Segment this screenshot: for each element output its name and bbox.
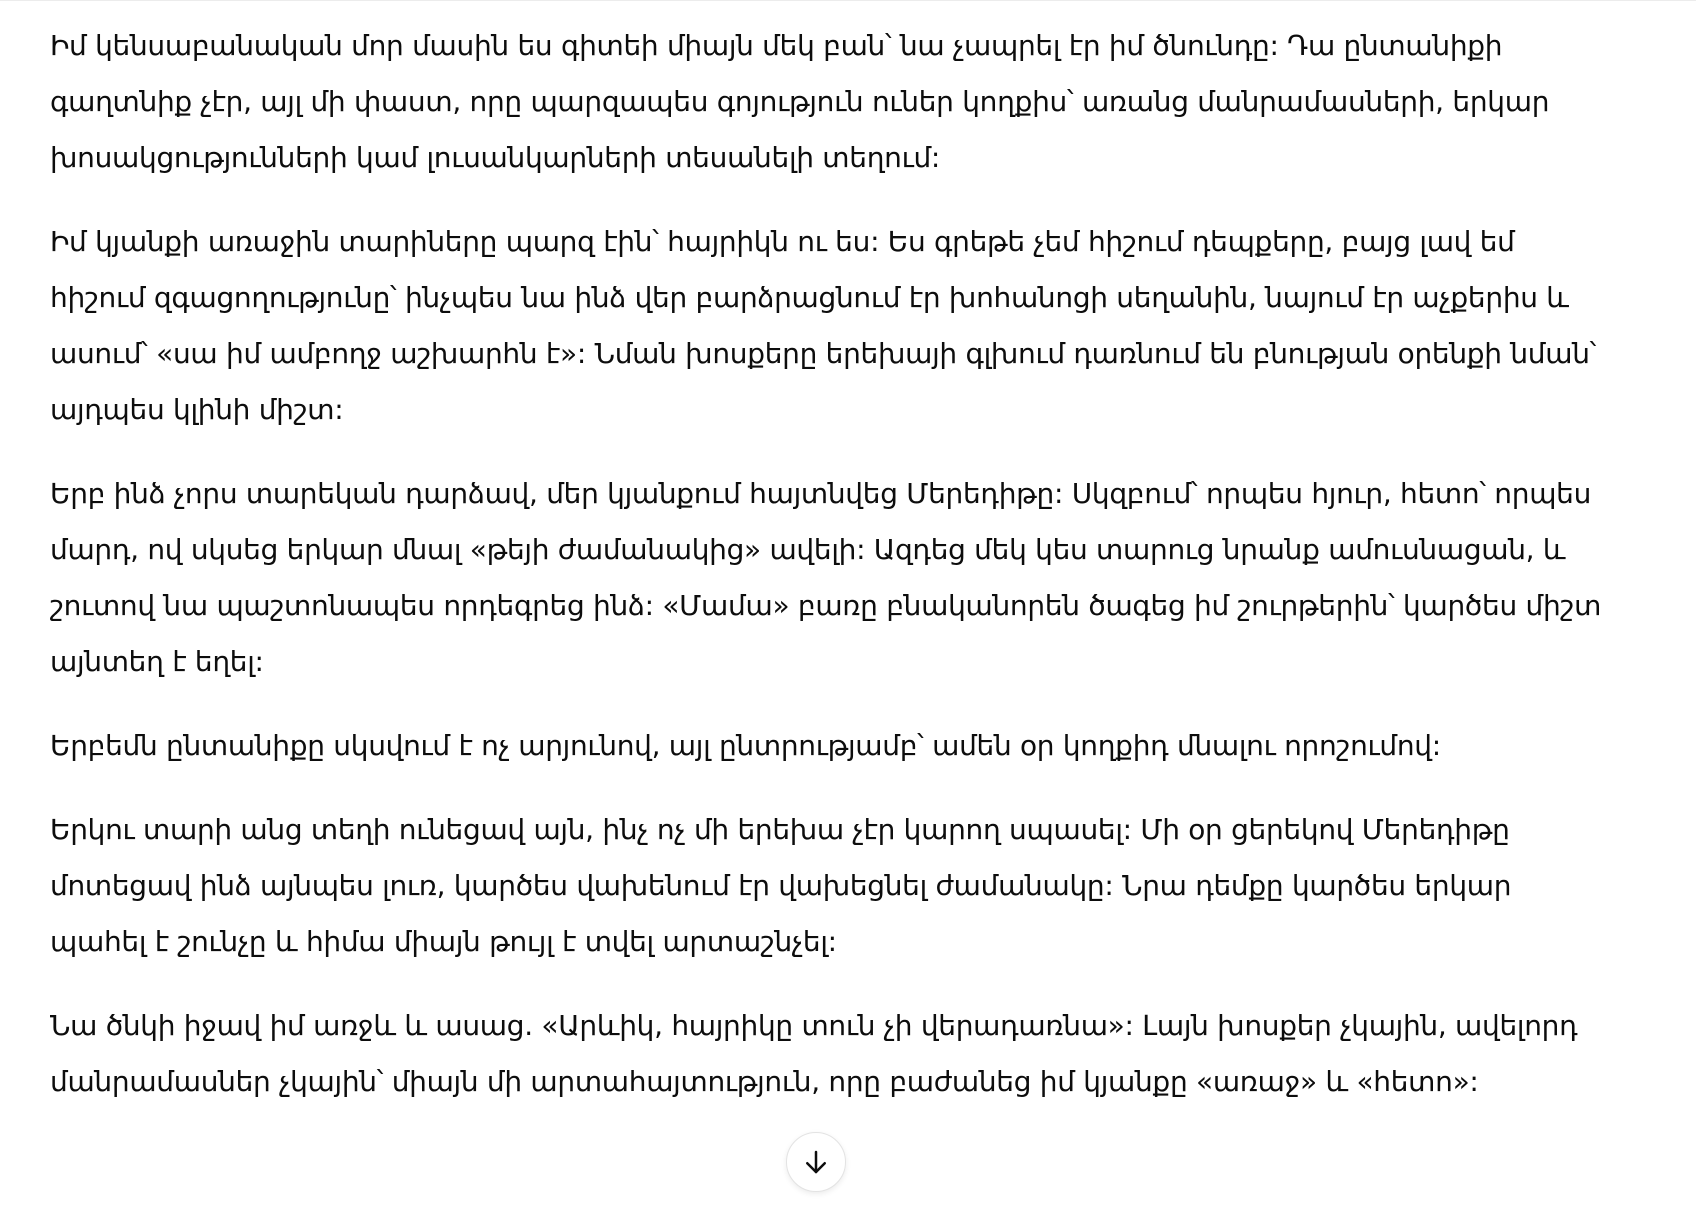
message-paragraph-6: Նա ծնկի իջավ իմ առջև և ասաց. «Արևիկ, հայրիկը տուն չի վերադառնա»: Լայն խոսքեր չկային, ավելորդ մանրամասներ չկային՝ միայն մի արտահայտություն, որը բաժանեց իմ կյանքը «առաջ» և «հետո»: — [50, 1009, 1578, 1098]
message-paragraph-4: Երբեմն ընտանիքը սկսվում է ոչ արյունով, այլ ընտրությամբ՝ ամեն օր կողքիդ մնալու որոշումով: — [50, 729, 1441, 762]
scroll-to-bottom-button[interactable] — [786, 1132, 846, 1192]
message-paragraph-1: Իմ կենսաբանական մոր մասին ես գիտեի միայն մեկ բան՝ նա չապրել էր իմ ծնունդը: Դա ընտանիքի գաղտնիք չէր, այլ մի փաստ, որը պարզապես գոյություն ուներ կողքիս՝ առանց մանրամասների, երկար խոսակցությունների կամ լուսանկարների տեսանելի տեղում: — [50, 29, 1550, 174]
message-paragraph-2: Իմ կյանքի առաջին տարիները պարզ էին՝ հայրիկն ու ես: Ես գրեթե չեմ հիշում դեպքերը, բայց լավ եմ հիշում զգացողությունը՝ ինչպես նա ինձ վեր բարձրացնում էր խոհանոցի սեղանին, նայում էր աչքերիս և ասում՝ «սա իմ ամբողջ աշխարհն է»: Նման խոսքերը երեխայի գլխում դառնում են բնության օրենքի նման՝ այդպես կլինի միշտ: — [50, 225, 1597, 426]
top-divider — [0, 0, 1696, 1]
message-paragraph-3: Երբ ինձ չորս տարեկան դարձավ, մեր կյանքում հայտնվեց Մերեդիթը: Սկզբում՝ որպես հյուր, հետո՝ որպես մարդ, ով սկսեց երկար մնալ «թեյի ժամանակից» ավելի: Ազդեց մեկ կես տարուց նրանք ամուսնացան, և շուտով նա պաշտոնապես որդեգրեց ինձ: «Մամա» բառը բնականորեն ծագեց իմ շուրթերին՝ կարծես միշտ այնտեղ է եղել: — [50, 477, 1602, 678]
assistant-message — [50, 18, 1610, 1138]
arrow-down-icon — [801, 1147, 831, 1177]
message-paragraph-5: Երկու տարի անց տեղի ունեցավ այն, ինչ ոչ մի երեխա չէր կարող սպասել: Մի օր ցերեկով Մերեդիթը մոտեցավ ինձ այնպես լուռ, կարծես վախենում էր վախեցնել ժամանակը: Նրա դեմքը կարծես երկար պահել է շունչը և հիմա միայն թույլ է տվել արտաշնչել: — [50, 813, 1512, 958]
